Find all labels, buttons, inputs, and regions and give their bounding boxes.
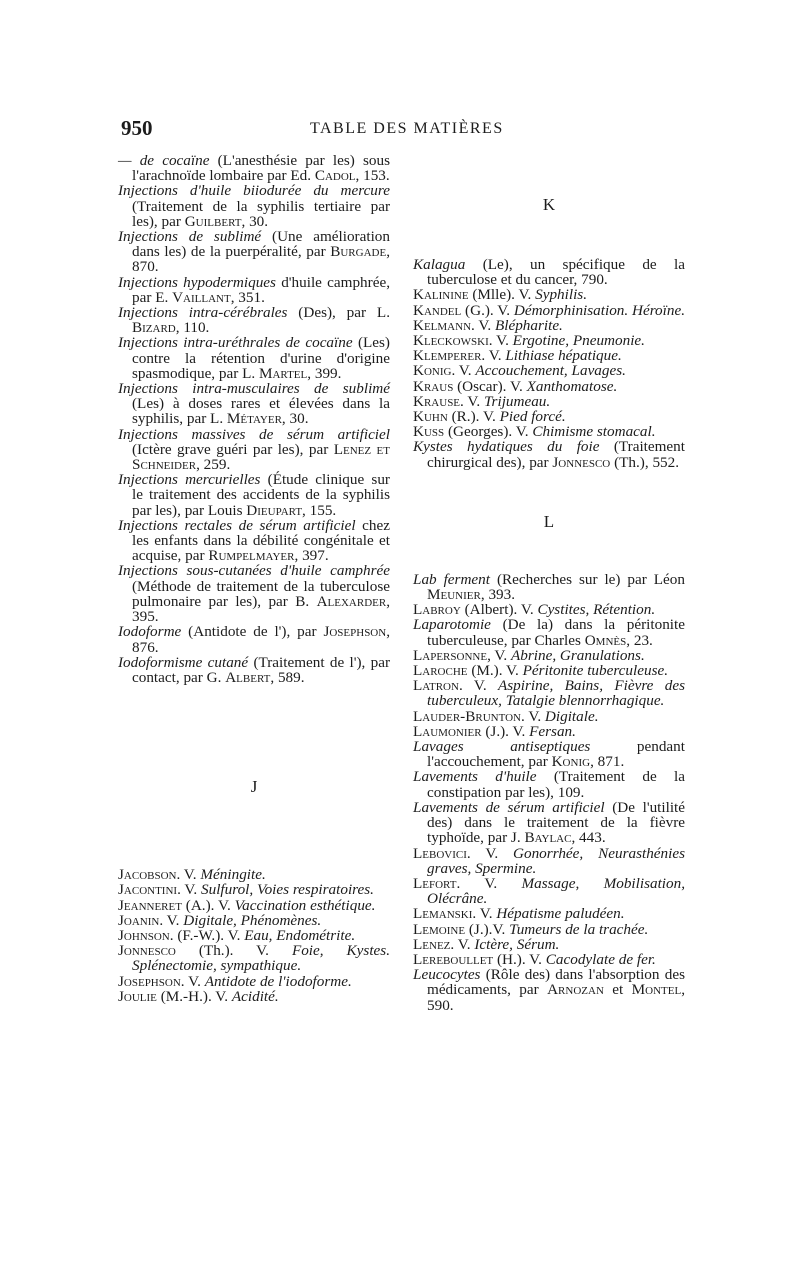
entry-author: Cadol — [314, 167, 356, 185]
entry-author: Josephson — [118, 972, 181, 990]
entry-page: , 590. — [427, 981, 685, 1014]
entry-author: Martel — [258, 364, 308, 382]
index-entry — [413, 409, 685, 424]
entry-text: (Rôle des) dans l'absorption des médicaments, par — [427, 966, 685, 999]
entry-page: , 259. — [196, 456, 231, 474]
entry-text: . V. — [176, 866, 201, 884]
entry-author: Kuss — [413, 423, 445, 441]
index-entry — [118, 867, 390, 882]
entry-text: (L'anesthésie par les) sous l'arachnoïde lombaire par Ed. — [132, 152, 390, 185]
entry-heading: Kystes hydatiques du foie — [413, 438, 600, 456]
entry-page: , 155. — [302, 501, 337, 519]
entry-author: Meunier — [427, 586, 481, 604]
index-entry — [413, 348, 685, 363]
entry-page: , 876. — [132, 623, 390, 656]
index-entry — [413, 846, 685, 876]
index-entry — [413, 303, 685, 318]
index-entry — [413, 424, 685, 439]
index-entry — [413, 967, 685, 1013]
entry-author: Jacontini — [118, 881, 178, 899]
index-entry — [413, 922, 685, 937]
entry-page: et — [603, 981, 632, 999]
entry-text: . V. — [451, 362, 476, 380]
entry-reference: Blépharite. — [494, 316, 563, 334]
entry-text: (Traitement de la constipation par les), 109. — [427, 768, 685, 801]
entry-text: (Traitement chirurgical des), par — [427, 438, 685, 471]
entry-author: Lenez et Schneider — [132, 440, 390, 474]
entry-text: (Traitement de l'), par contact, par G. — [132, 653, 391, 686]
entry-text: (A.). V. — [181, 896, 235, 914]
index-entry — [413, 602, 685, 617]
index-entry — [118, 913, 390, 928]
entry-reference: Ictère, Sérum. — [474, 935, 560, 953]
index-entry — [118, 183, 390, 229]
entry-text: (Les) à doses rares et élevées dans la syphilis, par L. — [132, 395, 390, 428]
entry-text: . V. — [472, 905, 497, 923]
entry-heading: Injections de sublimé — [118, 228, 262, 246]
entry-author: Baylac — [524, 829, 572, 847]
entry-text: (Albert). V. — [460, 601, 538, 619]
entry-page: , 30. — [241, 212, 269, 230]
entry-heading: Injections d'huile biiodurée du mercure — [118, 182, 390, 200]
entry-text: chez les enfants dans la débilité congénitale et acquise, par — [132, 516, 390, 565]
entry-author: Albert — [225, 668, 271, 686]
entry-reference: Sulfurol, Voies respiratoires. — [201, 881, 374, 899]
index-entry — [413, 709, 685, 724]
entry-text: (Les) contre la rétention d'urine d'origine spasmodique, par L. — [132, 334, 390, 382]
index-entry — [118, 928, 390, 943]
entry-author: Lapersonne — [413, 646, 488, 664]
right-column — [413, 153, 685, 1013]
entry-text: (M.-H.). V. — [156, 987, 232, 1005]
entry-reference: Pied forcé. — [499, 408, 566, 426]
index-entry — [413, 724, 685, 739]
entry-author: Laumonier — [413, 722, 482, 740]
entry-author: Lauder-Brunton — [413, 707, 521, 725]
entry-text: (Antidote de l'), par — [181, 623, 324, 641]
index-entry — [413, 617, 685, 647]
entry-page: , 871. — [590, 753, 625, 771]
entry-author: Bizard — [132, 319, 176, 337]
entry-reference: Aspirine, Bains, Fièvre des tuberculeux, Tatalgie blennorrhagique. — [427, 677, 685, 710]
entry-reference: Démorphinisation. Héroïne. — [513, 301, 685, 319]
left-column — [118, 153, 390, 1004]
entry-text: (Traitement de la syphilis tertiaire par les), par — [132, 197, 390, 230]
entry-author: Rumpelmayer — [208, 547, 295, 565]
entries-j — [118, 867, 390, 1004]
section-letter-j: J — [250, 777, 258, 797]
entry-author: Latron — [413, 677, 459, 695]
index-entry — [118, 275, 390, 305]
index-entry — [413, 318, 685, 333]
index-entry — [118, 472, 390, 518]
index-entry — [118, 655, 390, 685]
entry-text: (Méthode de traitement de la tuberculose pulmonaire par les), par B. — [132, 577, 390, 610]
entries-k — [413, 257, 685, 470]
entry-author: Johnson — [118, 926, 170, 944]
entry-text: (De l'utilité des) dans le traitement de la fièvre typhoïde, par J. — [427, 798, 685, 847]
entries-injections — [118, 153, 390, 685]
entry-page: (Th.), 552. — [610, 453, 680, 471]
entry-heading: Injections massives de sérum artificiel — [118, 425, 390, 443]
entry-text: . V. — [471, 316, 495, 334]
index-entry — [413, 769, 685, 799]
entry-author: Lemanski — [413, 905, 473, 923]
entry-author: Labroy — [413, 601, 461, 619]
index-entry — [413, 739, 685, 769]
entry-author: Joanin — [118, 911, 160, 929]
entry-text: (J.). V. — [481, 722, 530, 740]
entry-reference: Chimisme stomacal. — [532, 423, 656, 441]
index-entry — [413, 678, 685, 708]
entry-author: Arnozan — [547, 981, 604, 999]
entry-author: Métayer — [226, 410, 282, 428]
index-entry — [413, 379, 685, 394]
entry-text: (Mlle). V. — [468, 286, 536, 304]
entry-heading: Injections hypodermiques — [118, 273, 276, 291]
entry-text: . V. — [456, 874, 522, 892]
entry-author: Kelmann — [413, 316, 472, 334]
index-entry — [118, 381, 390, 427]
entry-heading: Laparotomie — [413, 616, 491, 634]
index-entry — [118, 335, 390, 381]
entry-text: . V. — [180, 972, 205, 990]
entry-author: Josephson — [323, 623, 387, 641]
entry-page: , 870. — [132, 243, 390, 276]
entry-text: . V. — [481, 347, 506, 365]
index-entry — [413, 663, 685, 678]
entry-reference: Antidote de l'iodoforme. — [204, 972, 352, 990]
entry-author: Laroche — [413, 662, 468, 680]
entry-author: Alexarder — [316, 592, 387, 610]
running-title: TABLE DES MATIÈRES — [310, 120, 504, 137]
page-header — [0, 116, 800, 146]
entry-reference: Lithiase hépatique. — [505, 347, 622, 365]
section-letter-l: L — [543, 511, 555, 531]
entry-text: (H.). V. — [493, 950, 546, 968]
entry-reference: Abrine, Granulations. — [511, 646, 645, 664]
entry-text: (Recherches sur le) par Léon — [489, 570, 685, 588]
entry-reference: Tumeurs de la trachée. — [509, 920, 649, 938]
index-entry — [118, 427, 390, 473]
entry-author: Montel — [631, 981, 682, 999]
entry-reference: Digitale, Phénomènes. — [183, 911, 322, 929]
entry-text: (M.). V. — [467, 662, 523, 680]
entry-author: Klemperer — [413, 347, 482, 365]
entry-text: (G.). V. — [461, 301, 514, 319]
entry-reference: Trijumeau. — [483, 392, 551, 410]
entry-author: Omnès — [584, 631, 627, 649]
entry-reference: Massage, Mobilisation, Olécrâne. — [427, 874, 685, 908]
entry-text: . V. — [450, 935, 475, 953]
index-entry — [413, 906, 685, 921]
index-entry — [118, 898, 390, 913]
entry-heading: Injections intra-musculaires de sublimé — [118, 380, 390, 398]
index-entry — [413, 648, 685, 663]
entries-l — [413, 572, 685, 1013]
entry-author: Joulie — [118, 987, 157, 1005]
entry-text: , V. — [487, 646, 511, 664]
index-entry — [118, 153, 390, 183]
entry-text: . V. — [488, 332, 513, 350]
index-entry — [413, 439, 685, 469]
entry-heading: Injections sous-cutanées d'huile camphrée — [118, 562, 390, 580]
index-entry — [413, 363, 685, 378]
entry-heading: Leucocytes — [413, 966, 481, 984]
entry-text: . V. — [177, 881, 201, 899]
entry-author: Kraus — [413, 377, 454, 395]
entry-author: Jacobson — [118, 866, 177, 884]
entry-reference: Méningite. — [200, 866, 266, 884]
index-entry — [118, 229, 390, 275]
index-entry — [413, 257, 685, 287]
entry-author: Burgade — [330, 243, 387, 261]
index-entry — [413, 572, 685, 602]
index-entry — [413, 800, 685, 846]
entry-text: (Étude clinique sur le traitement des accidents de la syphilis par les), par Louis — [132, 471, 390, 519]
entry-heading: Iodoforme — [118, 623, 182, 641]
entry-author: Konig — [551, 753, 591, 771]
entry-author: Kleckowski — [413, 332, 489, 350]
entry-text: . (F.-W.). V. — [169, 926, 245, 944]
entry-text: . V. — [460, 392, 484, 410]
entry-author: Vaillant — [172, 288, 231, 306]
entry-reference: Acidité. — [231, 987, 279, 1005]
index-entry — [118, 974, 390, 989]
entry-text: . V. — [458, 677, 498, 695]
entry-reference: Péritonite tuberculeuse. — [522, 662, 669, 680]
entry-page: , 399. — [307, 364, 342, 382]
entry-text: (J.).V. — [465, 920, 510, 938]
entry-heading: Lavements de sérum artificiel — [413, 798, 605, 816]
index-entry — [413, 937, 685, 952]
entry-text: (Le), un spécifique de la tuberculose et du cancer, 790. — [427, 256, 685, 289]
entry-page: , 397. — [294, 547, 329, 565]
entry-heading: Kalagua — [413, 256, 466, 273]
entry-text: . V. — [159, 911, 184, 929]
index-entry — [413, 394, 685, 409]
entry-author: Jonnesco — [118, 942, 176, 960]
entry-reference: Digitale. — [544, 707, 599, 725]
entry-author: Kalinine — [413, 286, 469, 304]
page-number: 950 — [121, 116, 153, 140]
entry-reference: Hépatisme paludéen. — [496, 905, 625, 923]
entry-author: Kuhn — [413, 408, 448, 426]
entry-heading: — de cocaïne — [118, 152, 210, 169]
entry-heading: Lavements d'huile — [413, 768, 537, 786]
entry-reference: Vaccination esthétique. — [234, 896, 376, 914]
index-entry — [118, 305, 390, 335]
entry-author: Lenez — [413, 935, 451, 953]
entry-reference: Gonorrhée, Neurasthénies graves, Spermine. — [427, 844, 685, 877]
entry-page: , 589. — [270, 668, 305, 686]
entry-heading: Injections intra-uréthrales de cocaïne — [118, 334, 353, 352]
entry-text: (De la) dans la péritonite tuberculeuse, par Charles — [427, 616, 685, 649]
entry-author: Lemoine — [413, 920, 466, 938]
index-entry — [118, 563, 390, 624]
index-entry — [413, 287, 685, 302]
entry-page: , 443. — [571, 829, 606, 847]
entry-author: Lereboullet — [413, 950, 494, 968]
entry-author: Jonnesco — [552, 453, 611, 471]
entry-heading: Lab ferment — [413, 570, 490, 588]
entry-page: , 395. — [132, 592, 390, 626]
entry-reference: Syphilis. — [535, 286, 587, 304]
entry-text: (R.). V. — [447, 408, 500, 426]
entry-page: , 393. — [480, 586, 516, 604]
entry-heading: Iodoformisme cutané — [118, 653, 249, 671]
section-letter-k: K — [542, 195, 556, 214]
entry-reference: Eau, Endométrite. — [244, 926, 356, 944]
entry-text: (Une amélioration dans les) de la puerpéralité, par — [132, 228, 390, 261]
entry-page: , 351. — [230, 288, 265, 306]
index-entry — [118, 989, 390, 1004]
entry-heading: Injections intra-cérébrales — [118, 304, 288, 322]
entry-heading: Injections rectales de sérum artificiel — [118, 516, 356, 534]
entry-text: . V. — [521, 707, 545, 725]
entry-author: Guilbert — [184, 212, 242, 230]
entry-author: Konig — [413, 362, 452, 380]
entry-text: pendant l'accouchement, par — [427, 738, 685, 771]
index-entry — [118, 518, 390, 564]
entry-author: Lebovici — [413, 844, 467, 862]
entry-text: (Des), par L. — [287, 304, 391, 322]
entry-author: Lefort — [413, 874, 457, 892]
entry-reference: Fersan. — [529, 722, 576, 740]
entry-author: Jeanneret — [118, 896, 182, 914]
index-entry — [118, 882, 390, 897]
entry-author: Krause — [413, 392, 461, 410]
entry-author: Dieupart — [246, 501, 303, 519]
entry-text: (Oscar). V. — [453, 377, 527, 395]
index-entry — [413, 333, 685, 348]
entry-text: (Georges). V. — [444, 423, 533, 441]
entry-text: d'huile camphrée, par E. — [132, 273, 390, 306]
entry-reference: Cacodylate de fer. — [545, 950, 656, 968]
entry-reference: Cystites, Rétention. — [537, 601, 656, 619]
entry-author: Kandel — [413, 301, 462, 319]
index-entry — [118, 624, 390, 654]
entry-text: (Ictère grave guéri par les), par — [132, 440, 334, 458]
index-entry — [413, 952, 685, 967]
entry-page: , 153. — [355, 167, 390, 185]
entry-text: . V. — [466, 844, 514, 862]
index-entry — [413, 876, 685, 906]
entry-reference: Ergotine, Pneumonie. — [512, 332, 645, 350]
entry-page: , 30. — [281, 410, 309, 428]
entry-page: , 110. — [175, 319, 210, 337]
entry-page: , 23. — [626, 631, 653, 649]
entry-reference: Foie, Kystes. Splénectomie, sympathique. — [132, 942, 390, 975]
index-entry — [118, 943, 390, 973]
entry-heading: Injections mercurielles — [118, 471, 261, 489]
entry-reference: Xanthomatose. — [526, 377, 618, 395]
entry-text: (Th.). V. — [175, 942, 292, 960]
entry-reference: Accouchement, Lavages. — [475, 362, 626, 380]
entry-heading: Lavages antiseptiques — [413, 738, 591, 756]
